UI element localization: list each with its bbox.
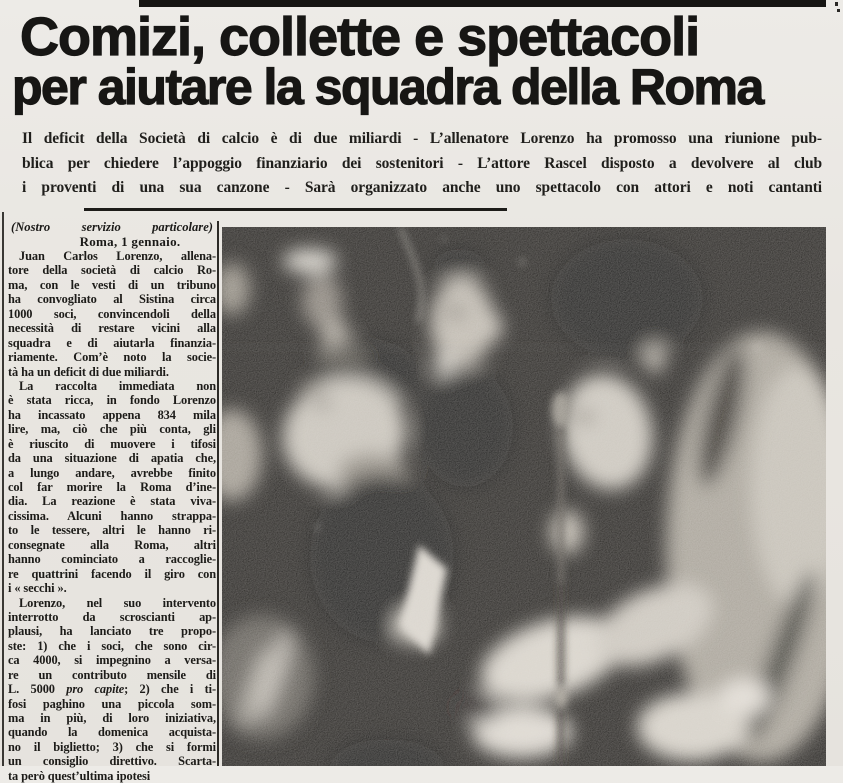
article-body <box>8 249 216 783</box>
subhead <box>22 127 822 201</box>
dateline: Roma, 1 gennaio. <box>8 235 216 250</box>
body-text-line: interrotto da scroscianti ap- <box>8 610 216 624</box>
body-text-line: ma in più, di loro iniziativa, <box>8 711 216 725</box>
subhead-line: Il deficit della Società di calcio è di due miliardi - L’allenatore Lorenzo ha promosso una riunione pub- <box>22 127 822 152</box>
body-text-line: squadra e di aiutarla finanzia- <box>8 336 216 350</box>
body-text-line: da una situazione di apatia che, <box>8 451 216 465</box>
body-text-line: quando la domenica acquista- <box>8 725 216 739</box>
top-border-rule <box>139 0 826 7</box>
body-text-line: re quattrini facendo il giro con <box>8 567 216 581</box>
body-text-line: ha convogliato al Sistina circa <box>8 292 216 306</box>
body-text-line: lire, ma, ciò che più conta, gli <box>8 422 216 436</box>
body-text-line: plausi, ha lanciato tre propo- <box>8 624 216 638</box>
subhead-line: i proventi di una sua canzone - Sarà organizzato anche uno spettacolo con attori e noti cantanti <box>22 176 822 201</box>
article-photo <box>222 227 826 766</box>
body-text-line: to le tessere, altri le hanno ri- <box>8 523 216 537</box>
body-text-line: hanno cominciato a raccoglie- <box>8 552 216 566</box>
headline <box>12 12 835 112</box>
body-text-line: tà ha un deficit di due miliardi. <box>8 365 216 379</box>
body-text-line: consegnate alla Roma, altri <box>8 538 216 552</box>
byline: (Nostro servizio particolare) <box>8 220 216 235</box>
paragraph <box>8 379 216 596</box>
body-text-line: ta però quest’ultima ipotesi <box>8 769 216 783</box>
body-text-line: Lorenzo, nel suo intervento <box>8 596 216 610</box>
page-corner-mark <box>837 9 840 12</box>
body-text-line: Juan Carlos Lorenzo, allena- <box>8 249 216 263</box>
body-text-line: 1000 soci, convincendoli della <box>8 307 216 321</box>
left-column-rule <box>2 212 4 766</box>
body-text-line: La raccolta immediata non <box>8 379 216 393</box>
body-text-line: L. 5000 pro capite; 2) che i ti- <box>8 682 216 696</box>
body-text-line: fosi paghino una piccola som- <box>8 697 216 711</box>
body-text-line: i « secchi ». <box>8 581 216 595</box>
photo-illustration <box>222 227 826 766</box>
body-text-line: ste: 1) che i soci, che sono cir- <box>8 639 216 653</box>
body-text-line: re un contributo mensile di <box>8 668 216 682</box>
body-text-line: è stata ricca, in fondo Lorenzo <box>8 393 216 407</box>
body-text-line: col far morire la Roma d’ine- <box>8 480 216 494</box>
body-text-line: ca 4000, si impegnino a versa- <box>8 653 216 667</box>
paragraph <box>8 596 216 783</box>
subhead-divider-rule <box>84 208 507 211</box>
headline-line-1: Comizi, collette e spettacoli <box>12 12 835 62</box>
column-separator-rule <box>217 221 219 766</box>
subhead-line: blica per chiedere l’appoggio finanziario dei sostenitori - L’attore Rascel disposto a devolvere al club <box>22 152 822 177</box>
body-text-line: no il biglietto; 3) che si formi <box>8 740 216 754</box>
body-text-line: tore della società di calcio Ro- <box>8 263 216 277</box>
body-text-line: un consiglio direttivo. Scarta- <box>8 754 216 768</box>
article-column <box>8 220 216 783</box>
body-text-line: cissima. Alcuni hanno strappa- <box>8 509 216 523</box>
body-text-line: a lungo andare, avrebbe finito <box>8 466 216 480</box>
paragraph <box>8 249 216 379</box>
body-text-line: è riuscito di muovere i tifosi <box>8 437 216 451</box>
body-text-line: riamente. Com’è noto la socie- <box>8 350 216 364</box>
headline-line-2: per aiutare la squadra della Roma <box>12 63 835 112</box>
body-text-line: ma, con le vesti di un tribuno <box>8 278 216 292</box>
body-text-line: necessità di restare vicini alla <box>8 321 216 335</box>
body-text-line: ha incassato appena 834 mila <box>8 408 216 422</box>
body-text-line: dia. La reazione è stata viva- <box>8 494 216 508</box>
page-corner-mark <box>835 2 838 6</box>
